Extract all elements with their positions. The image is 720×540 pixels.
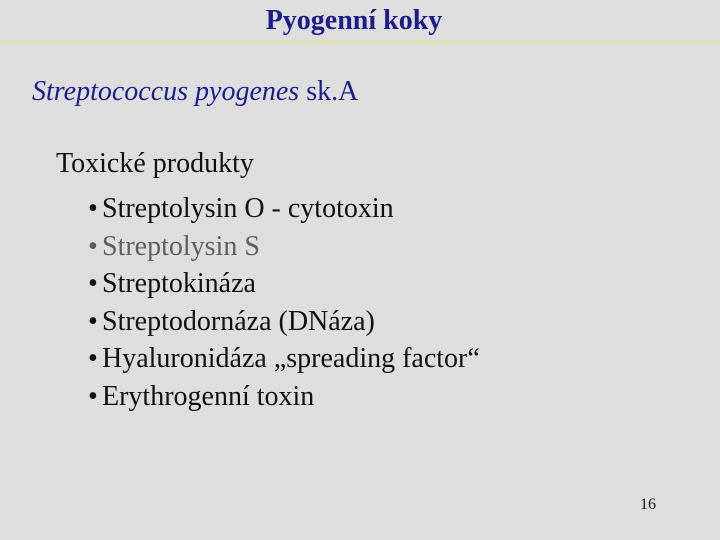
list-item [88,303,480,341]
bullet-icon: • [88,305,98,337]
list-item-label: Streptolysin S [102,230,260,262]
bullet-icon: • [88,268,98,299]
list-item-label: Streptolysin O - cytotoxin [102,193,394,224]
list-item [88,265,480,303]
list-item-label: Streptodornáza (DNáza) [102,305,375,337]
bullet-icon: • [88,193,98,224]
bullet-icon: • [88,343,98,374]
list-item-label: Streptokináza [102,268,256,299]
list-item [88,378,480,416]
title-divider [0,41,720,43]
list-item-label: Erythrogenní toxin [102,380,315,412]
section-heading: Toxické produkty [56,148,254,179]
list-item [88,190,480,228]
bullet-icon: • [88,230,98,262]
subtitle-group: sk.A [306,76,359,107]
bullet-icon: • [88,380,98,412]
list-item [88,340,480,378]
page-number: 16 [640,496,656,513]
list-item [88,228,480,266]
list-item-label: Hyaluronidáza „spreading factor“ [102,343,480,374]
slide-title: Pyogenní koky [265,5,443,36]
bullet-list [88,190,480,415]
subtitle [32,74,358,110]
subtitle-species: Streptococcus pyogenes [32,76,300,107]
